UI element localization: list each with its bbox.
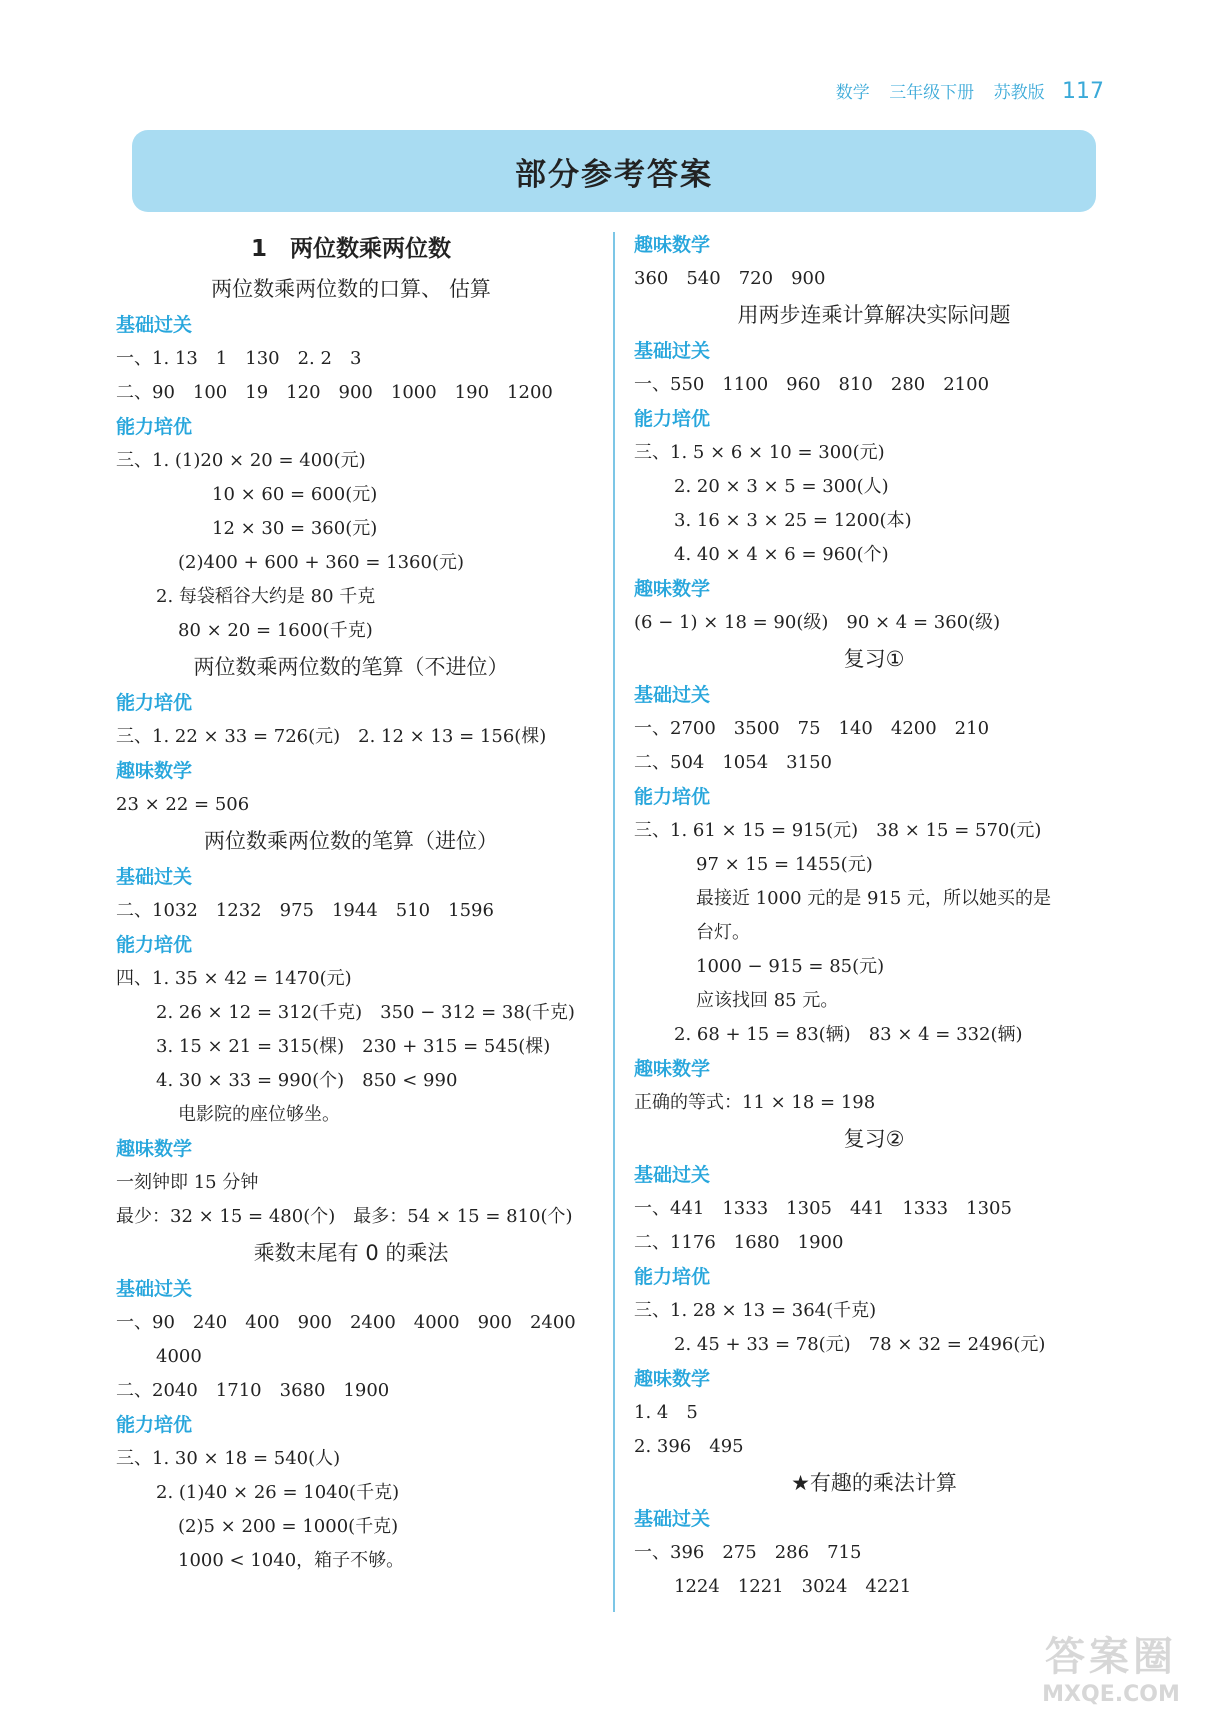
section-label: 趣味数学 bbox=[634, 578, 711, 600]
watermark-logo bbox=[1016, 1625, 1206, 1711]
section-label: 能力培优 bbox=[116, 692, 193, 714]
answer-line: 三、1. 30 × 18 = 540(人) bbox=[116, 1448, 341, 1469]
section-title: 两位数乘两位数的笔算（进位） bbox=[204, 829, 498, 853]
answer-line: 电影院的座位够坐。 bbox=[178, 1104, 340, 1125]
section-label: 趣味数学 bbox=[634, 1368, 711, 1390]
column-divider bbox=[613, 232, 615, 1612]
header-grade: 三年级下册 bbox=[889, 83, 975, 103]
answer-line: 一、550 1100 960 810 280 2100 bbox=[634, 374, 990, 395]
answer-line: 360 540 720 900 bbox=[634, 268, 826, 289]
answer-line: 4000 bbox=[156, 1346, 202, 1367]
answer-line: 1224 1221 3024 4221 bbox=[674, 1576, 912, 1597]
section-label: 趣味数学 bbox=[116, 1138, 193, 1160]
section-title: 两位数乘两位数的笔算（不进位） bbox=[193, 655, 509, 679]
section-label: 趣味数学 bbox=[116, 760, 193, 782]
answer-line: 4. 40 × 4 × 6 = 960(个) bbox=[674, 544, 889, 565]
section-label: 趣味数学 bbox=[634, 234, 711, 256]
section-title: 用两步连乘计算解决实际问题 bbox=[737, 303, 1011, 327]
answer-line: 最少：32 × 15 = 480(个) 最多：54 × 15 = 810(个) bbox=[116, 1206, 573, 1227]
section-label: 能力培优 bbox=[634, 786, 711, 808]
answer-line: 2. 每袋稻谷大约是 80 千克 bbox=[156, 586, 376, 607]
section-label: 能力培优 bbox=[116, 934, 193, 956]
answer-line: 三、1. 5 × 6 × 10 = 300(元) bbox=[634, 442, 885, 463]
answer-line: 10 × 60 = 600(元) bbox=[212, 484, 378, 505]
answer-line: 正确的等式：11 × 18 = 198 bbox=[634, 1092, 876, 1113]
header-subject: 数学 bbox=[835, 83, 870, 103]
answer-line: 一、396 275 286 715 bbox=[634, 1542, 862, 1563]
answer-line: 一、1. 13 1 130 2. 2 3 bbox=[116, 348, 362, 369]
answer-line: 二、1032 1232 975 1944 510 1596 bbox=[116, 900, 494, 921]
watermark-url: MXQE.COM bbox=[1042, 1682, 1180, 1707]
watermark-title: 答案圈 bbox=[1045, 1634, 1177, 1680]
answer-line: 3. 16 × 3 × 25 = 1200(本) bbox=[674, 510, 912, 531]
left-column bbox=[116, 228, 586, 1578]
section-label: 趣味数学 bbox=[634, 1058, 711, 1080]
answer-line: 1000 < 1040，箱子不够。 bbox=[178, 1550, 405, 1571]
answer-line: 二、504 1054 3150 bbox=[634, 752, 832, 773]
answer-line: 一、2700 3500 75 140 4200 210 bbox=[634, 718, 990, 739]
answer-line: (2)400 + 600 + 360 = 1360(元) bbox=[178, 552, 464, 573]
section-label: 基础过关 bbox=[634, 1508, 711, 1530]
answer-line: 二、90 100 19 120 900 1000 190 1200 bbox=[116, 382, 553, 403]
answer-line: 一、441 1333 1305 441 1333 1305 bbox=[634, 1198, 1012, 1219]
answer-line: 12 × 30 = 360(元) bbox=[212, 518, 378, 539]
answer-line: 3. 15 × 21 = 315(棵) 230 + 315 = 545(棵) bbox=[156, 1036, 551, 1057]
answer-line: 台灯。 bbox=[696, 922, 750, 943]
answer-line: 三、1. 61 × 15 = 915(元) 38 × 15 = 570(元) bbox=[634, 820, 1042, 841]
answer-line: 1000 − 915 = 85(元) bbox=[696, 956, 885, 977]
answer-line: 1. 4 5 bbox=[634, 1402, 698, 1423]
answer-line: 2. 26 × 12 = 312(千克) 350 − 312 = 38(千克) bbox=[156, 1002, 575, 1023]
answer-line: (2)5 × 200 = 1000(千克) bbox=[178, 1516, 399, 1537]
answer-line: 2. (1)40 × 26 = 1040(千克) bbox=[156, 1482, 400, 1503]
answer-line: 80 × 20 = 1600(千克) bbox=[178, 620, 373, 641]
answer-line: 4. 30 × 33 = 990(个) 850 < 990 bbox=[156, 1070, 458, 1091]
section-title: 两位数乘两位数的口算、 估算 bbox=[211, 277, 491, 301]
answer-line: 2. 68 + 15 = 83(辆) 83 × 4 = 332(辆) bbox=[674, 1024, 1023, 1045]
answer-line: 一、90 240 400 900 2400 4000 900 2400 bbox=[116, 1312, 576, 1333]
answer-line: 97 × 15 = 1455(元) bbox=[696, 854, 873, 875]
answer-line: 2. 396 495 bbox=[634, 1436, 744, 1457]
section-title: 复习① bbox=[843, 647, 905, 671]
section-label: 基础过关 bbox=[634, 684, 711, 706]
section-label: 能力培优 bbox=[634, 408, 711, 430]
right-column bbox=[634, 228, 1114, 1604]
section-label: 能力培优 bbox=[116, 1414, 193, 1436]
section-label: 基础过关 bbox=[634, 340, 711, 362]
answer-line: 三、1. (1)20 × 20 = 400(元) bbox=[116, 450, 366, 471]
section-title: 复习② bbox=[843, 1127, 905, 1151]
section-label: 基础过关 bbox=[634, 1164, 711, 1186]
answer-line: 应该找回 85 元。 bbox=[696, 990, 839, 1011]
section-label: 能力培优 bbox=[634, 1266, 711, 1288]
answer-line: 一刻钟即 15 分钟 bbox=[116, 1172, 259, 1193]
page-title-banner: 部分参考答案 bbox=[132, 130, 1096, 212]
answer-line: 2. 45 + 33 = 78(元) 78 × 32 = 2496(元) bbox=[674, 1334, 1046, 1355]
answer-line: 二、2040 1710 3680 1900 bbox=[116, 1380, 390, 1401]
answer-line: 2. 20 × 3 × 5 = 300(人) bbox=[674, 476, 889, 497]
section-title: 乘数末尾有 0 的乘法 bbox=[253, 1241, 449, 1265]
header-edition: 苏教版 bbox=[993, 83, 1045, 103]
answer-line: 四、1. 35 × 42 = 1470(元) bbox=[116, 968, 352, 989]
section-label: 基础过关 bbox=[116, 1278, 193, 1300]
answer-line: 最接近 1000 元的是 915 元，所以她买的是 bbox=[696, 888, 1052, 909]
page-header bbox=[822, 78, 1104, 104]
section-label: 能力培优 bbox=[116, 416, 193, 438]
page-number: 117 bbox=[1062, 79, 1104, 104]
answer-line: 三、1. 22 × 33 = 726(元) 2. 12 × 13 = 156(棵) bbox=[116, 726, 547, 747]
answer-line: (6 − 1) × 18 = 90(级) 90 × 4 = 360(级) bbox=[634, 612, 1001, 633]
answer-line: 23 × 22 = 506 bbox=[116, 794, 250, 815]
chapter-title: 1 两位数乘两位数 bbox=[250, 236, 451, 262]
section-title: ★有趣的乘法计算 bbox=[791, 1471, 957, 1495]
section-label: 基础过关 bbox=[116, 314, 193, 336]
answer-line: 二、1176 1680 1900 bbox=[634, 1232, 844, 1253]
section-label: 基础过关 bbox=[116, 866, 193, 888]
answer-line: 三、1. 28 × 13 = 364(千克) bbox=[634, 1300, 877, 1321]
